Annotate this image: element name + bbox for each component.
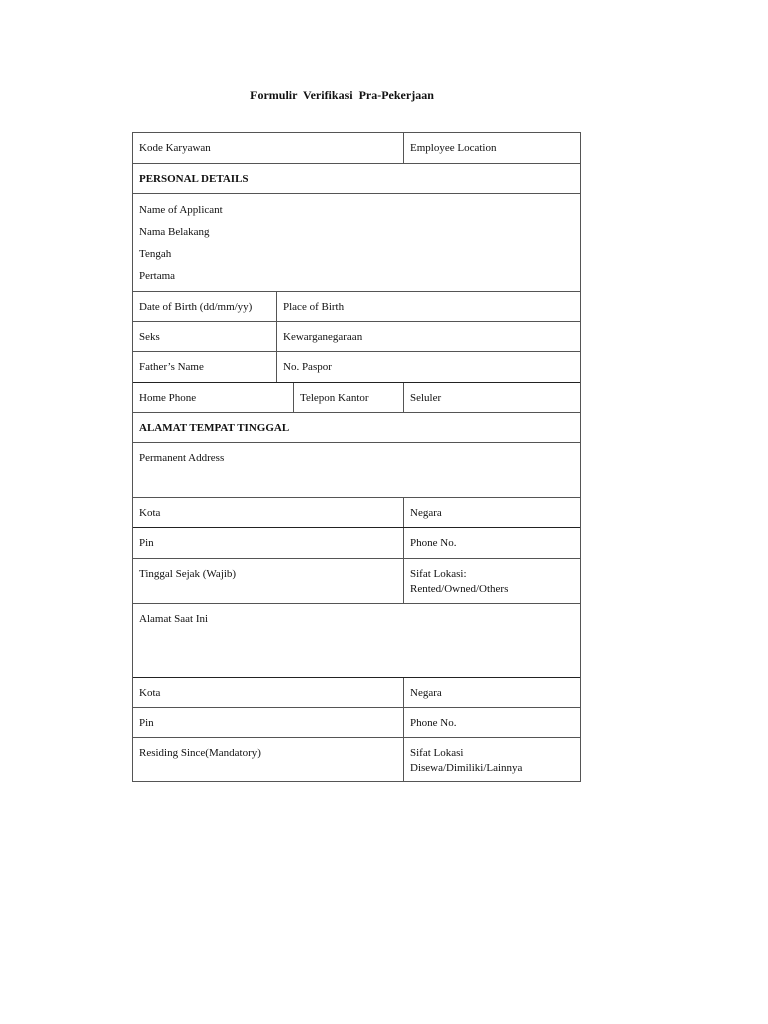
row-birth — [133, 291, 580, 321]
heading-personal-details: PERSONAL DETAILS — [139, 173, 249, 185]
label-home-phone: Home Phone — [139, 392, 197, 404]
row-address-header — [133, 412, 580, 442]
field-employee-location[interactable] — [403, 133, 580, 163]
label-negara-2: Negara — [410, 687, 442, 699]
row-pin-phone-2 — [133, 707, 580, 737]
field-sifat-lokasi-2[interactable] — [403, 738, 580, 781]
row-city-country-2 — [133, 677, 580, 707]
field-pin-1[interactable] — [133, 528, 403, 558]
section-personal-details — [133, 164, 580, 193]
row-city-country-1 — [133, 497, 580, 527]
label-phone-no-1: Phone No. — [410, 537, 457, 549]
field-home-phone[interactable] — [133, 383, 293, 412]
label-no-paspor: No. Paspor — [283, 361, 332, 373]
field-permanent-address[interactable] — [133, 443, 580, 497]
label-negara-1: Negara — [410, 507, 442, 519]
row-phones — [133, 382, 580, 412]
field-sifat-lokasi-1[interactable] — [403, 559, 580, 603]
label-pin-1: Pin — [139, 537, 154, 549]
label-pin-2: Pin — [139, 717, 154, 729]
row-current-address — [133, 603, 580, 677]
field-place-of-birth[interactable] — [276, 292, 580, 321]
label-pertama: Pertama — [139, 270, 176, 282]
label-kota-2: Kota — [139, 687, 161, 699]
field-fathers-name[interactable] — [133, 352, 276, 382]
row-personal-details-header — [133, 163, 580, 193]
field-name-of-applicant[interactable] — [133, 194, 580, 291]
field-negara-1[interactable] — [403, 498, 580, 527]
field-kota-1[interactable] — [133, 498, 403, 527]
field-kode-karyawan[interactable] — [133, 133, 403, 163]
label-kewarganegaraan: Kewarganegaraan — [283, 331, 363, 343]
field-phone-no-2[interactable] — [403, 708, 580, 737]
field-kewarganegaraan[interactable] — [276, 322, 580, 351]
label-sifat-lokasi-2-options: Disewa/Dimiliki/Lainnya — [410, 762, 523, 774]
field-date-of-birth[interactable] — [133, 292, 276, 321]
label-date-of-birth: Date of Birth (dd/mm/yy) — [139, 301, 253, 313]
label-permanent-address: Permanent Address — [139, 452, 225, 464]
row-residing-since-2 — [133, 737, 580, 781]
label-telepon-kantor: Telepon Kantor — [300, 392, 369, 404]
field-telepon-kantor[interactable] — [293, 383, 403, 412]
row-father-passport — [133, 351, 580, 382]
row-permanent-address — [133, 442, 580, 497]
label-sifat-lokasi-2: Sifat Lokasi — [410, 747, 464, 759]
label-fathers-name: Father’s Name — [139, 361, 204, 373]
field-pin-2[interactable] — [133, 708, 403, 737]
field-phone-no-1[interactable] — [403, 528, 580, 558]
label-name-of-applicant: Name of Applicant — [139, 204, 223, 216]
row-employee — [133, 133, 580, 163]
label-sifat-lokasi-1: Sifat Lokasi: — [410, 568, 467, 580]
verification-form — [132, 132, 581, 782]
field-residing-since[interactable] — [133, 738, 403, 781]
row-pin-phone-1 — [133, 527, 580, 558]
label-tengah: Tengah — [139, 248, 172, 260]
label-phone-no-2: Phone No. — [410, 717, 457, 729]
field-seks[interactable] — [133, 322, 276, 351]
label-residing-since: Residing Since(Mandatory) — [139, 747, 261, 759]
field-no-paspor[interactable] — [276, 352, 580, 382]
label-tinggal-sejak: Tinggal Sejak (Wajib) — [139, 568, 237, 580]
row-residing-since-1 — [133, 558, 580, 603]
field-tinggal-sejak[interactable] — [133, 559, 403, 603]
label-kode-karyawan: Kode Karyawan — [139, 142, 211, 154]
field-seluler[interactable] — [403, 383, 580, 412]
label-employee-location: Employee Location — [410, 142, 497, 154]
form-title: Formulir Verifikasi Pra-Pekerjaan — [250, 88, 434, 102]
label-sifat-lokasi-1-options: Rented/Owned/Others — [410, 583, 509, 595]
heading-alamat-tempat-tinggal: ALAMAT TEMPAT TINGGAL — [139, 422, 290, 434]
label-nama-belakang: Nama Belakang — [139, 226, 210, 238]
label-place-of-birth: Place of Birth — [283, 301, 345, 313]
field-kota-2[interactable] — [133, 678, 403, 707]
label-seluler: Seluler — [410, 392, 442, 404]
label-seks: Seks — [139, 331, 160, 343]
field-alamat-saat-ini[interactable] — [133, 604, 580, 677]
row-sex-nationality — [133, 321, 580, 351]
label-alamat-saat-ini: Alamat Saat Ini — [139, 613, 209, 625]
label-kota-1: Kota — [139, 507, 161, 519]
field-negara-2[interactable] — [403, 678, 580, 707]
row-name-of-applicant — [133, 193, 580, 291]
section-alamat-tempat-tinggal — [133, 413, 580, 442]
